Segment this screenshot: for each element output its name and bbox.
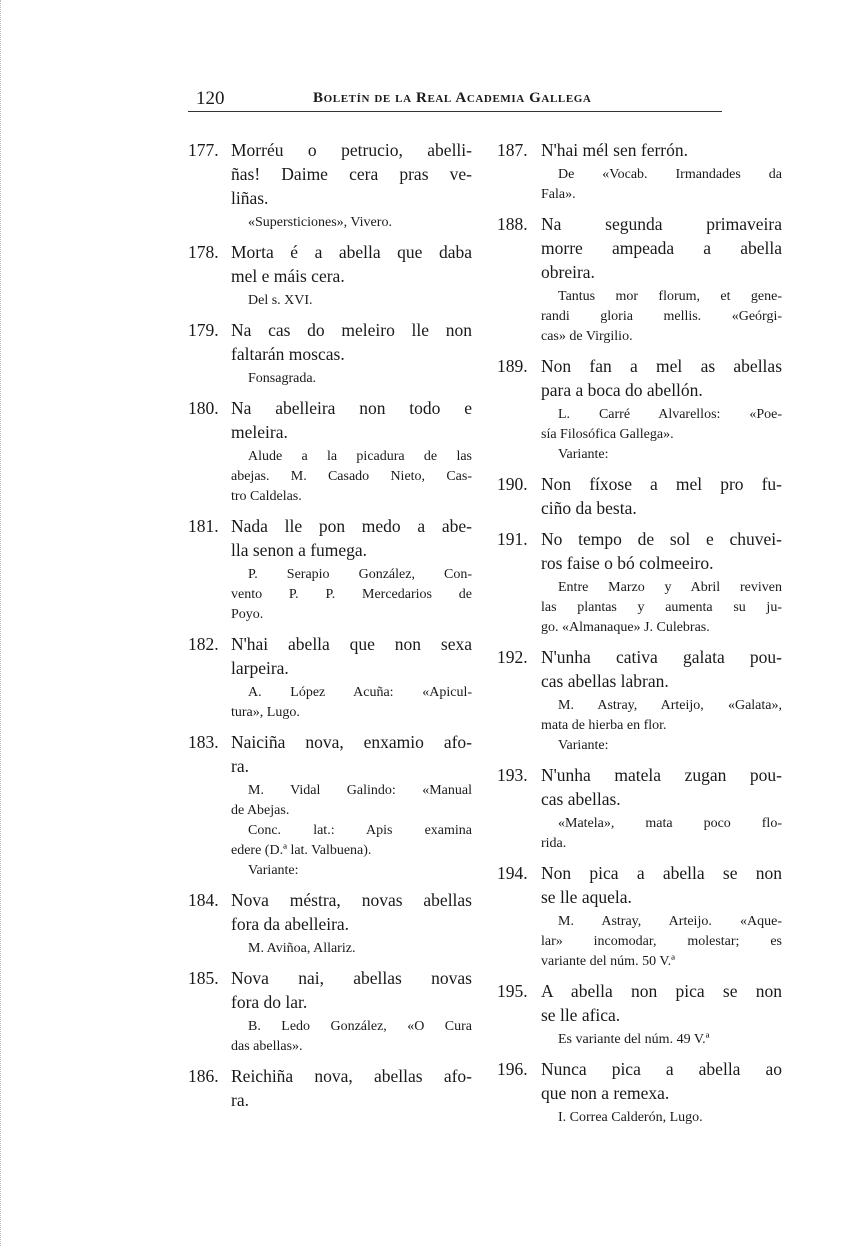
proverb-line: Nunca pica a abella ao xyxy=(541,1059,782,1079)
proverb-number: 178. xyxy=(188,242,219,262)
source-note-line: lar» incomodar, molestar; es xyxy=(541,934,782,949)
header-rule xyxy=(188,111,722,112)
proverb-number: 187. xyxy=(497,140,528,160)
proverb-number: 194. xyxy=(497,863,528,883)
proverb-number: 179. xyxy=(188,320,219,340)
source-note-line: variante del núm. 50 V.ª xyxy=(541,954,675,969)
proverb-line: se lle aquela. xyxy=(541,887,632,907)
source-note-line: De «Vocab. Irmandades da xyxy=(558,167,782,182)
proverb-line: se lle afica. xyxy=(541,1005,621,1025)
source-note-line: Entre Marzo y Abril reviven xyxy=(558,580,782,595)
proverb-line: fora do lar. xyxy=(231,992,308,1012)
proverb-number: 186. xyxy=(188,1066,219,1086)
proverb-line: Non fíxose a mel pro fu- xyxy=(541,474,782,494)
source-note-line: Conc. lat.: Apis examina xyxy=(248,823,472,838)
source-note-line: Poyo. xyxy=(231,607,264,622)
proverb-line: Non fan a mel as abellas xyxy=(541,356,782,376)
source-note-line: M. Aviñoa, Allariz. xyxy=(248,941,356,956)
proverb-number: 195. xyxy=(497,981,528,1001)
proverb-number: 190. xyxy=(497,474,528,494)
source-note-line: Variante: xyxy=(558,447,609,462)
proverb-line: N'hai abella que non sexa xyxy=(231,634,472,654)
proverb-number: 193. xyxy=(497,765,528,785)
proverb-line: Na abelleira non todo e xyxy=(231,398,472,418)
source-note-line: Variante: xyxy=(248,863,299,878)
proverb-number: 184. xyxy=(188,890,219,910)
proverb-line: larpeira. xyxy=(231,658,289,678)
source-note-line: sía Filosófica Gallega». xyxy=(541,427,674,442)
source-note-line: edere (D.ª lat. Valbuena). xyxy=(231,843,372,858)
proverb-line: morre ampeada a abella xyxy=(541,238,782,258)
scan-edge xyxy=(0,0,7,1246)
source-note-line: M. Astray, Arteijo. «Aque- xyxy=(558,914,782,929)
proverb-line: meleira. xyxy=(231,422,288,442)
proverb-line: Nova nai, abellas novas xyxy=(231,968,472,988)
source-note-line: B. Ledo González, «O Cura xyxy=(248,1019,472,1034)
proverb-number: 196. xyxy=(497,1059,528,1079)
proverb-line: liñas. xyxy=(231,188,269,208)
proverb-line: No tempo de sol e chuvei- xyxy=(541,529,782,549)
source-note-line: Es variante del núm. 49 V.ª xyxy=(558,1032,710,1047)
proverb-line: Morta é a abella que daba xyxy=(231,242,472,262)
source-note-line: Alude a la picadura de las xyxy=(248,449,472,464)
source-note-line: Del s. XVI. xyxy=(248,293,313,308)
proverb-line: obreira. xyxy=(541,262,595,282)
proverb-line: A abella non pica se non xyxy=(541,981,782,1001)
source-note-line: Fonsagrada. xyxy=(248,371,317,386)
proverb-line: N'unha matela zugan pou- xyxy=(541,765,782,785)
source-note-line: P. Serapio González, Con- xyxy=(248,567,472,582)
running-header: Boletín de la Real Academia Gallega xyxy=(313,90,592,106)
source-note-line: tura», Lugo. xyxy=(231,705,300,720)
proverb-number: 177. xyxy=(188,140,219,160)
proverb-line: Reichiña nova, abellas afo- xyxy=(231,1066,472,1086)
proverb-number: 192. xyxy=(497,647,528,667)
source-note-line: cas» de Virgilio. xyxy=(541,329,633,344)
source-note-line: randi gloria mellis. «Geórgi- xyxy=(541,309,782,324)
source-note-line: M. Vidal Galindo: «Manual xyxy=(248,783,472,798)
proverb-line: que non a remexa. xyxy=(541,1083,670,1103)
proverb-number: 189. xyxy=(497,356,528,376)
proverb-number: 180. xyxy=(188,398,219,418)
proverb-line: N'unha cativa galata pou- xyxy=(541,647,782,667)
source-note-line: das abellas». xyxy=(231,1039,303,1054)
source-note-line: de Abejas. xyxy=(231,803,290,818)
source-note-line: tro Caldelas. xyxy=(231,489,302,504)
proverb-line: Nova méstra, novas abellas xyxy=(231,890,472,910)
proverb-line: ciño da besta. xyxy=(541,498,637,518)
source-note-line: Tantus mor florum, et gene- xyxy=(558,289,782,304)
proverb-line: fora da abelleira. xyxy=(231,914,350,934)
proverb-number: 185. xyxy=(188,968,219,988)
proverb-line: Naiciña nova, enxamio afo- xyxy=(231,732,472,752)
proverb-line: Nada lle pon medo a abe- xyxy=(231,516,472,536)
proverb-number: 191. xyxy=(497,529,528,549)
source-note-line: I. Correa Calderón, Lugo. xyxy=(558,1110,703,1125)
proverb-line: cas abellas. xyxy=(541,789,621,809)
proverb-line: mel e máis cera. xyxy=(231,266,345,286)
proverb-line: cas abellas labran. xyxy=(541,671,669,691)
source-note-line: las plantas y aumenta su ju- xyxy=(541,600,782,615)
source-note-line: Variante: xyxy=(558,738,609,753)
source-note-line: vento P. P. Mercedarios de xyxy=(231,587,472,602)
proverb-number: 181. xyxy=(188,516,219,536)
source-note-line: L. Carré Alvarellos: «Poe- xyxy=(558,407,782,422)
proverb-number: 183. xyxy=(188,732,219,752)
proverb-line: ra. xyxy=(231,756,249,776)
proverb-line: Na segunda primaveira xyxy=(541,214,782,234)
proverb-line: Morréu o petrucio, abelli- xyxy=(231,140,472,160)
source-note-line: Fala». xyxy=(541,187,576,202)
proverb-line: Non pica a abella se non xyxy=(541,863,782,883)
proverb-line: para a boca do abellón. xyxy=(541,380,703,400)
source-note-line: «Matela», mata poco flo- xyxy=(558,816,782,831)
proverb-number: 182. xyxy=(188,634,219,654)
source-note-line: mata de hierba en flor. xyxy=(541,718,667,733)
source-note-line: «Supersticiones», Vivero. xyxy=(248,215,392,230)
proverb-line: ñas! Daime cera pras ve- xyxy=(231,164,472,184)
proverb-line: lla senon a fumega. xyxy=(231,540,368,560)
source-note-line: abejas. M. Casado Nieto, Cas- xyxy=(231,469,472,484)
proverb-line: faltarán moscas. xyxy=(231,344,345,364)
source-note-line: go. «Almanaque» J. Culebras. xyxy=(541,620,710,635)
source-note-line: A. López Acuña: «Apicul- xyxy=(248,685,472,700)
proverb-number: 188. xyxy=(497,214,528,234)
source-note-line: M. Astray, Arteijo, «Galata», xyxy=(558,698,782,713)
proverb-line: N'hai mél sen ferrón. xyxy=(541,140,688,160)
proverb-line: ros faise o bó colmeeiro. xyxy=(541,553,714,573)
proverb-line: Na cas do meleiro lle non xyxy=(231,320,472,340)
source-note-line: rida. xyxy=(541,836,567,851)
page-number: 120 xyxy=(196,88,225,109)
proverb-line: ra. xyxy=(231,1090,249,1110)
